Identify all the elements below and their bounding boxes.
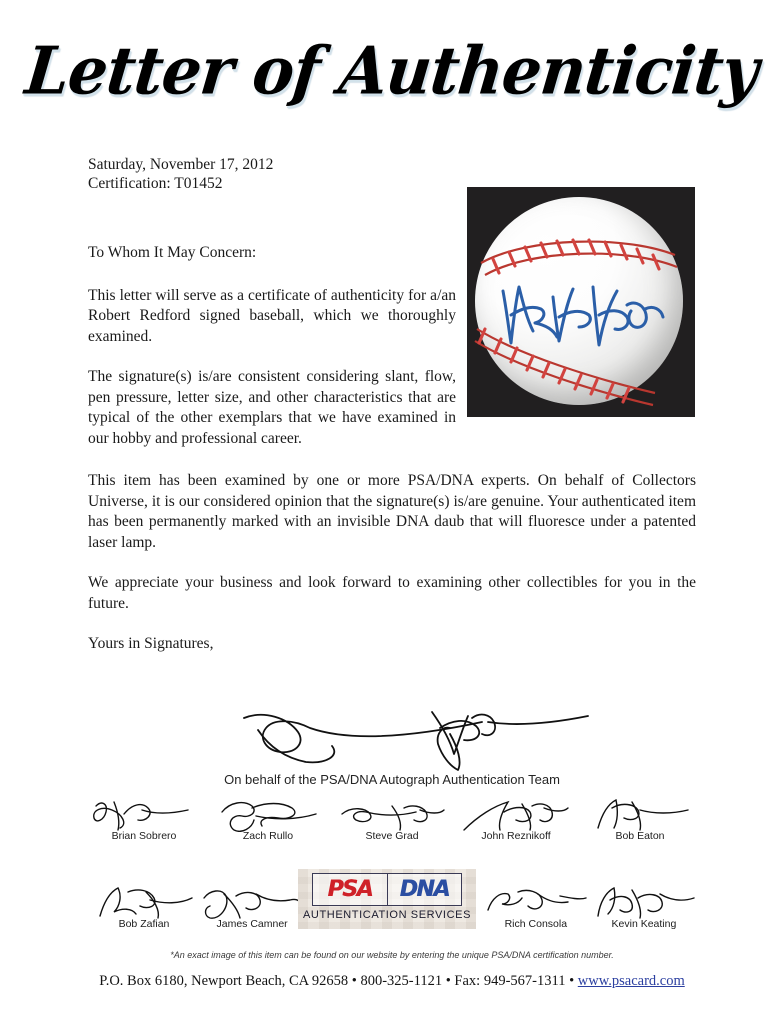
signature-scribble-icon xyxy=(88,798,200,832)
dna-wordmark: DNA xyxy=(399,876,449,902)
signature-scribble-icon xyxy=(212,798,324,832)
letter-paragraph-3: This item has been examined by one or more PSA/DNA experts. On behalf of Collectors Universe, it is our considered opinion that the signature(s) is/are genuine. Your authenticated item has been permanently marked with an invisible DNA daub that will fluoresce under a patented laser lamp. xyxy=(88,472,696,551)
letter-paragraph-2: The signature(s) is/are consistent considering slant, flow, pen pressure, letter size, and other characteristics that are typical of the other exemplars that we have examined in our hobby and professional career. xyxy=(88,368,456,447)
on-behalf-line: On behalf of the PSA/DNA Autograph Authentication Team xyxy=(224,772,560,787)
certification-number: Certification: T01452 xyxy=(88,175,223,192)
signatory-name: Steve Grad xyxy=(365,830,419,842)
signature-scribble-icon xyxy=(336,798,448,832)
signatory-name: John Reznikoff xyxy=(481,830,551,842)
psa-dna-logo xyxy=(298,869,476,929)
signature-scribble-icon xyxy=(88,886,200,920)
footer-address-text: P.O. Box 6180, Newport Beach, CA 92658 • 800-325-1121 • Fax: 949-567-1311 • xyxy=(99,973,578,989)
letter-paragraph-4: We appreciate your business and look forward to examining other collectibles for you in the future. xyxy=(88,574,696,612)
signatory-rich-consola xyxy=(480,886,588,930)
signatory-name: Bob Zafian xyxy=(118,918,170,930)
document-meta xyxy=(88,155,273,193)
signatory-kevin-keating xyxy=(588,886,696,930)
signatory-zach-rullo xyxy=(212,798,324,842)
primary-signature-icon xyxy=(236,700,596,772)
signatory-bob-eaton xyxy=(584,798,696,842)
signature-scribble-icon xyxy=(460,798,572,832)
page-title-container xyxy=(0,31,784,110)
signatory-name: Kevin Keating xyxy=(611,918,677,930)
signature-scribble-icon xyxy=(196,886,308,920)
signatory-bob-zafian xyxy=(88,886,196,930)
signatory-steve-grad xyxy=(336,798,448,842)
signatory-name: Bob Eaton xyxy=(615,830,665,842)
signatory-name: Brian Sobrero xyxy=(111,830,177,842)
letter-closing: Yours in Signatures, xyxy=(88,635,214,652)
letter-paragraph-1: This letter will serve as a certificate of authenticity for a/an Robert Redford signed baseball, which we thoroughly examined. xyxy=(88,286,456,345)
signatory-james-camner xyxy=(196,886,304,930)
signature-scribble-icon xyxy=(480,886,592,920)
page-title: Letter of Authenticity xyxy=(22,31,762,110)
letter-salutation: To Whom It May Concern: xyxy=(88,244,257,261)
signatory-john-reznikoff xyxy=(460,798,572,842)
signatory-name: Rich Consola xyxy=(504,918,568,930)
signature-scribble-icon xyxy=(588,886,700,920)
footer-disclaimer: *An exact image of this item can be found on our website by entering the unique PSA/DNA certification number. xyxy=(170,950,614,960)
signature-scribble-icon xyxy=(584,798,696,832)
signatory-row-1 xyxy=(88,798,696,842)
letter-body xyxy=(88,243,696,675)
psa-wordmark: PSA xyxy=(313,874,388,905)
psacard-website-link[interactable]: www.psacard.com xyxy=(577,973,685,989)
signatory-name: James Camner xyxy=(216,918,288,930)
signatory-brian-sobrero xyxy=(88,798,200,842)
signatory-name: Zach Rullo xyxy=(242,830,294,842)
footer-address xyxy=(0,973,784,990)
logo-subtitle: AUTHENTICATION SERVICES xyxy=(302,909,472,921)
psa-dna-logo-box xyxy=(312,873,462,906)
letter-date: Saturday, November 17, 2012 xyxy=(88,156,274,173)
